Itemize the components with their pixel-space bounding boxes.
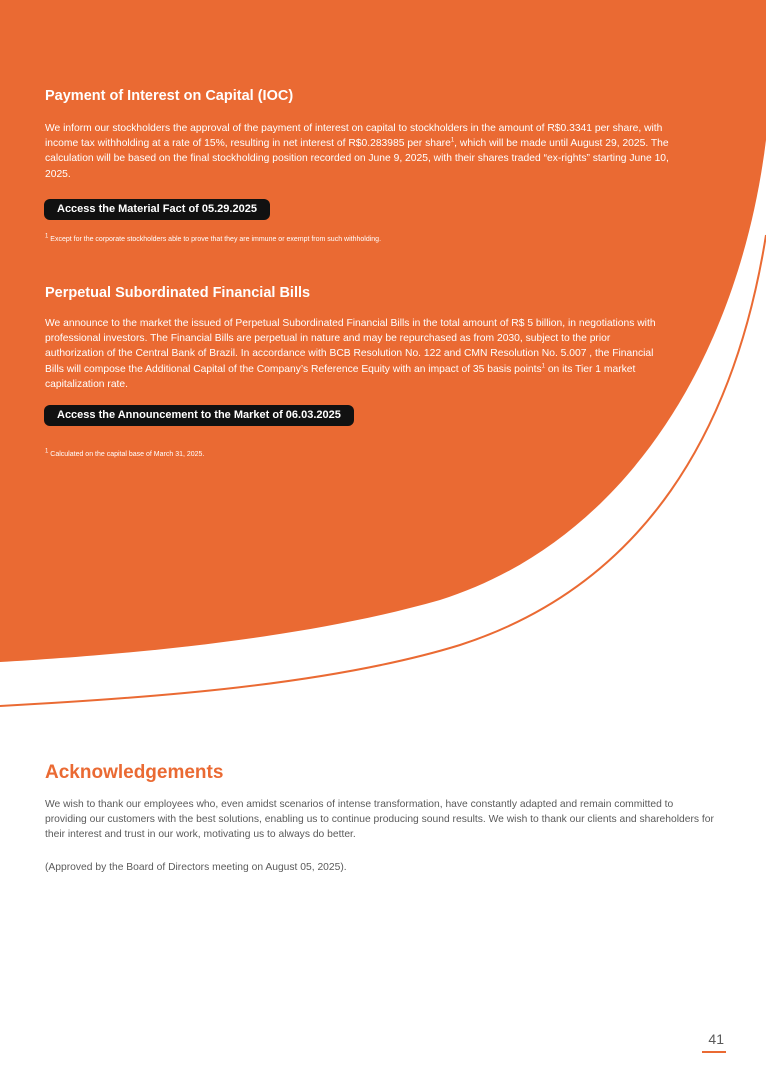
page-number-underline — [702, 1051, 726, 1053]
ioc-footnote-ref: 1 — [450, 137, 455, 144]
board-approval-note: (Approved by the Board of Directors meeting on August 05, 2025). — [45, 862, 347, 873]
ioc-paragraph-text-1: We inform our stockholders the approval of the payment of interest on capital to stockholders in the amount of R$0.3341 per share, with income tax withholding at a rate of 15%, resulting in net interest of R$0.283985 per share — [45, 123, 663, 150]
bills-footnote — [45, 448, 205, 458]
acknowledgements-title: Acknowledgements — [45, 762, 224, 783]
material-fact-button[interactable]: Access the Material Fact of 05.29.2025 — [44, 199, 270, 220]
ioc-footnote — [45, 233, 382, 243]
bills-footnote-ref: 1 — [541, 363, 545, 370]
ioc-section-title: Payment of Interest on Capital (IOC) — [45, 88, 294, 104]
acknowledgements-paragraph: We wish to thank our employees who, even amidst scenarios of intense transformation, have constantly adapted and remain committed to providing our customers with the best solutions, enabling us to continue producing sound results. We wish to thank our clients and shareholders for their interest and trust in our work, motivating us to always do better. — [45, 799, 714, 841]
ioc-paragraph — [45, 121, 670, 182]
bills-paragraph-text-2: on its Tier 1 market capitalization rate. — [45, 363, 636, 390]
announcement-button[interactable]: Access the Announcement to the Market of 06.03.2025 — [44, 405, 354, 426]
page-number: 41 — [708, 1031, 724, 1047]
bills-section-title: Perpetual Subordinated Financial Bills — [45, 285, 311, 301]
bills-footnote-text: Calculated on the capital base of March 31, 2025. — [48, 451, 205, 458]
ioc-footnote-marker: 1 — [45, 233, 49, 240]
bills-paragraph — [45, 316, 670, 392]
bills-footnote-marker: 1 — [45, 448, 49, 455]
bills-paragraph-text-1: We announce to the market the issued of Perpetual Subordinated Financial Bills in the total amount of R$ 5 billion, in negotiations with professional investors. The Financial Bills are perpetual in nature and may be repurchased as from 2030, subject to the prior authorization of the Central Bank of Brazil. In accordance with BCB Resolution No. 122 and CMN Resolution No. 5.007 , the Financial Bills will compose the Additional Capital of the Company’s Reference Equity with an impact of 35 basis points — [45, 318, 656, 375]
ioc-paragraph-text-2: , which will be made until August 29, 2025. The calculation will be based on the final stockholding position recorded on June 9, 2025, with their shares traded “ex-rights” starting June 10, 2025. — [45, 138, 669, 180]
ioc-footnote-text: Except for the corporate stockholders able to prove that they are immune or exempt from such withholding. — [48, 236, 382, 243]
